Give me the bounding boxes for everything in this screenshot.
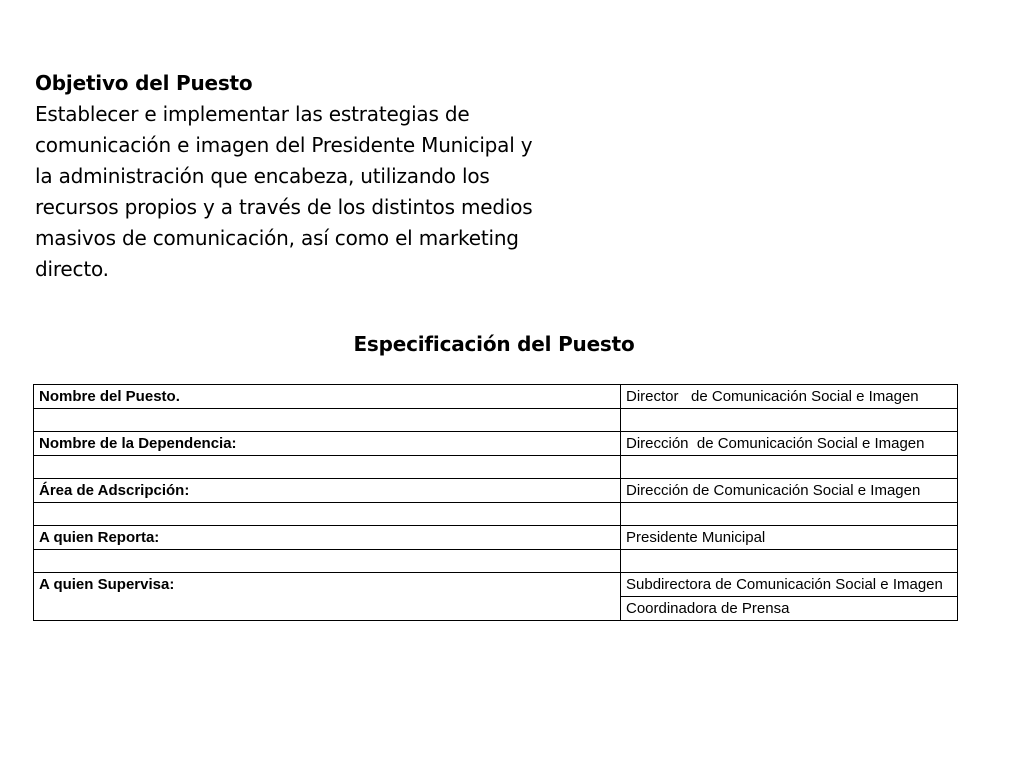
specification-table (33, 384, 958, 621)
empty-cell (34, 503, 621, 526)
objective-heading: Objetivo del Puesto (35, 71, 253, 95)
row-value-supervises-1 (621, 573, 958, 597)
empty-cell (621, 456, 958, 479)
row-label-job-title: Nombre del Puesto. (34, 385, 621, 409)
empty-cell (621, 409, 958, 432)
row-value-assignment-area (621, 479, 958, 503)
row-value-reports-to (621, 526, 958, 550)
table-row (34, 573, 958, 597)
value-text: Presidente Municipal (626, 529, 766, 546)
row-label-reports-to: A quien Reporta: (34, 526, 621, 550)
empty-cell (34, 456, 621, 479)
row-value-supervises-2 (621, 597, 958, 621)
table-row (34, 432, 958, 456)
table-spacer-row (34, 503, 958, 526)
objective-section (35, 68, 545, 285)
specification-title: Especificación del Puesto (353, 332, 635, 356)
table-row (34, 479, 958, 503)
row-value-department (621, 432, 958, 456)
value-text: Coordinadora de Prensa (626, 600, 790, 617)
value-text: Subdirectora de Comunicación Social e Imagen (626, 576, 943, 593)
value-text: Dirección de Comunicación Social e Imagen (626, 435, 925, 452)
row-value-job-title (621, 385, 958, 409)
table-spacer-row (34, 409, 958, 432)
empty-cell (34, 409, 621, 432)
empty-cell (34, 550, 621, 573)
table-spacer-row (34, 550, 958, 573)
row-label-assignment-area: Área de Adscripción: (34, 479, 621, 503)
objective-body: Establecer e implementar las estrategias de comunicación e imagen del Presidente Municipal y la administración que encabeza, utilizando los recursos propios y a través de los distintos medios masivos de comunicación, así como el marketing directo. (35, 102, 533, 281)
empty-cell (621, 550, 958, 573)
table-row (34, 385, 958, 409)
empty-cell (621, 503, 958, 526)
value-text: Dirección de Comunicación Social e Imagen (626, 482, 921, 499)
row-label-department: Nombre de la Dependencia: (34, 432, 621, 456)
row-label-supervises: A quien Supervisa: (34, 573, 621, 621)
table-spacer-row (34, 456, 958, 479)
value-text: Director de Comunicación Social e Imagen (626, 388, 919, 405)
table-row (34, 526, 958, 550)
